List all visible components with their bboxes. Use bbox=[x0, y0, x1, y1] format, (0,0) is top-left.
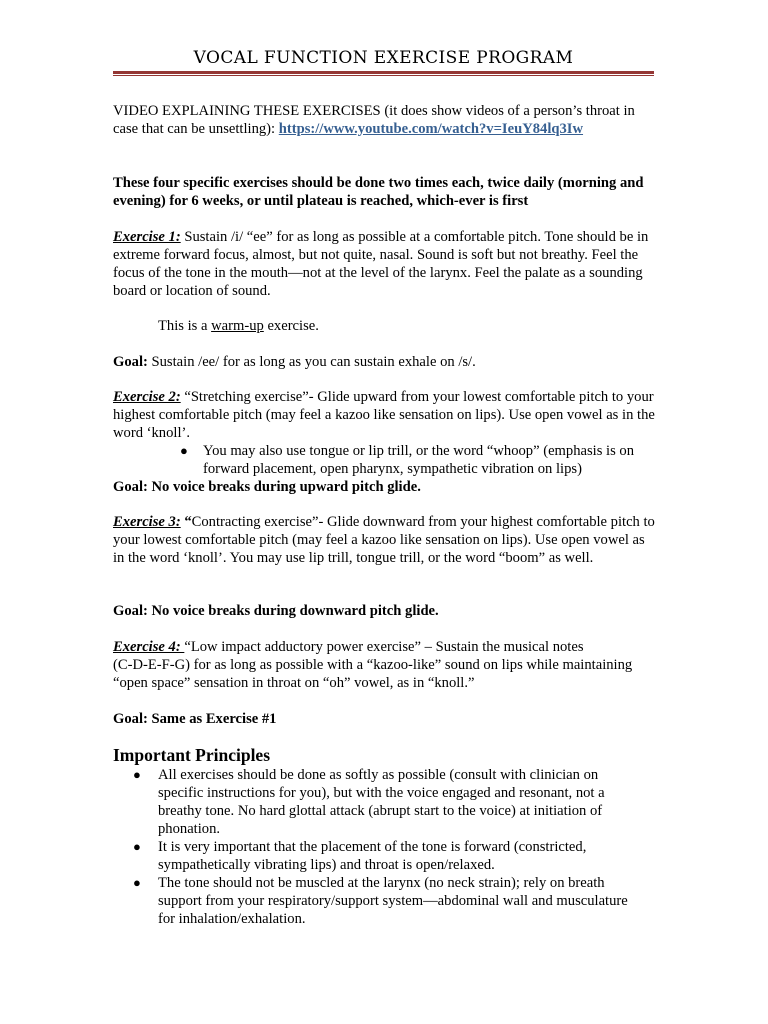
exercise-3-label: Exercise 3: bbox=[113, 514, 181, 530]
note-pre: This is a bbox=[158, 318, 212, 334]
intro-paragraph: These four specific exercises should be done two times each, twice daily (morning and evening) for 6 weeks, or until plateau is reached, which-ever is first bbox=[113, 175, 644, 209]
document-title: VOCAL FUNCTION EXERCISE PROGRAM bbox=[193, 48, 574, 68]
exercise-4-label: Exercise 4: bbox=[113, 639, 185, 655]
goal-text: Sustain /ee/ for as long as you can sustain exhale on /s/. bbox=[147, 354, 476, 370]
note-warmup: warm-up bbox=[211, 318, 264, 334]
video-text: VIDEO EXPLAINING THESE EXERCISES (it does show videos of a person’s throat in case that can be unsettling): bbox=[113, 103, 635, 137]
exercise-1-text: Sustain /i/ “ee” for as long as possible at a comfortable pitch. Tone should be in extreme forward focus, almost, but not quite, nasal. Sound is soft but not breathy. Feel the focus of the tone in the mouth—not at the level of the larynx. Feel the palate as a sounding board or location of sound. bbox=[113, 229, 649, 299]
exercise-3-quote: “ bbox=[180, 514, 192, 530]
exercise-1-label: Exercise 1: bbox=[113, 229, 181, 245]
list-item bbox=[113, 766, 633, 838]
title-rule-thick bbox=[113, 71, 654, 74]
exercise-2-goal: Goal: No voice breaks during upward pitch glide. bbox=[113, 479, 421, 495]
title-rule-thin bbox=[113, 75, 654, 76]
video-link[interactable]: https://www.youtube.com/watch?v=IeuY84lq3Iw bbox=[278, 121, 584, 137]
exercise-1-goal bbox=[113, 353, 658, 371]
exercise-2-bullet: You may also use tongue or lip trill, or the word “whoop” (emphasis is on forward placement, open pharynx, sympathetic vibration on lips) bbox=[203, 443, 635, 477]
exercise-4-line1: “Low impact adductory power exercise” – Sustain the musical notes bbox=[184, 639, 584, 655]
list-item-text: It is very important that the placement of the tone is forward (constricted, sympathetically vibrating lips) and throat is open/relaxed. bbox=[158, 839, 587, 873]
bullet-icon: ● bbox=[180, 443, 188, 458]
exercise-3-paragraph bbox=[113, 513, 658, 567]
video-paragraph bbox=[113, 102, 658, 138]
exercise-3-text: Contracting exercise”- Glide downward from your highest comfortable pitch to your lowest comfortable pitch (may feel a kazoo like sensation on lips). Use open vowel as in the word ‘knoll’. You may use lip trill, tongue trill, or the word “boom” as well. bbox=[113, 514, 655, 566]
exercise-3-goal: Goal: No voice breaks during downward pitch glide. bbox=[113, 603, 439, 619]
exercise-2-label: Exercise 2: bbox=[113, 389, 181, 405]
goal-label: Goal: bbox=[113, 354, 148, 370]
exercise-1-note bbox=[158, 317, 703, 335]
principles-list bbox=[113, 766, 633, 928]
principles-heading: Important Principles bbox=[113, 745, 271, 765]
bullet-icon: ● bbox=[133, 839, 141, 854]
exercise-2-text: “Stretching exercise”- Glide upward from your lowest comfortable pitch to your highest comfortable pitch (may feel a kazoo like sensation on lips). Use open vowel as in the word ‘knoll’. bbox=[113, 389, 655, 441]
list-item-text: The tone should not be muscled at the larynx (no neck strain); rely on breath support from your respiratory/support system—abdominal wall and musculature for inhalation/exhalation. bbox=[158, 875, 628, 927]
list-item-text: All exercises should be done as softly as possible (consult with clinician on specific instructions for you), but with the voice engaged and resonant, not a breathy tone. No hard glottal attack (abrupt start to the voice) at initiation of phonation. bbox=[158, 767, 605, 837]
exercise-4-line2: (C-D-E-F-G) for as long as possible with a “kazoo-like” sound on lips while maintaining “open space” sensation in throat on “oh” vowel, as in “knoll.” bbox=[113, 657, 633, 691]
bullet-icon: ● bbox=[133, 767, 141, 782]
exercise-4-paragraph bbox=[113, 638, 658, 692]
list-item bbox=[113, 874, 633, 928]
exercise-4-goal: Goal: Same as Exercise #1 bbox=[113, 711, 277, 727]
bullet-icon: ● bbox=[133, 875, 141, 890]
note-post: exercise. bbox=[263, 318, 319, 334]
exercise-1-paragraph bbox=[113, 228, 658, 300]
list-item bbox=[113, 838, 633, 874]
exercise-2-paragraph bbox=[113, 388, 658, 442]
